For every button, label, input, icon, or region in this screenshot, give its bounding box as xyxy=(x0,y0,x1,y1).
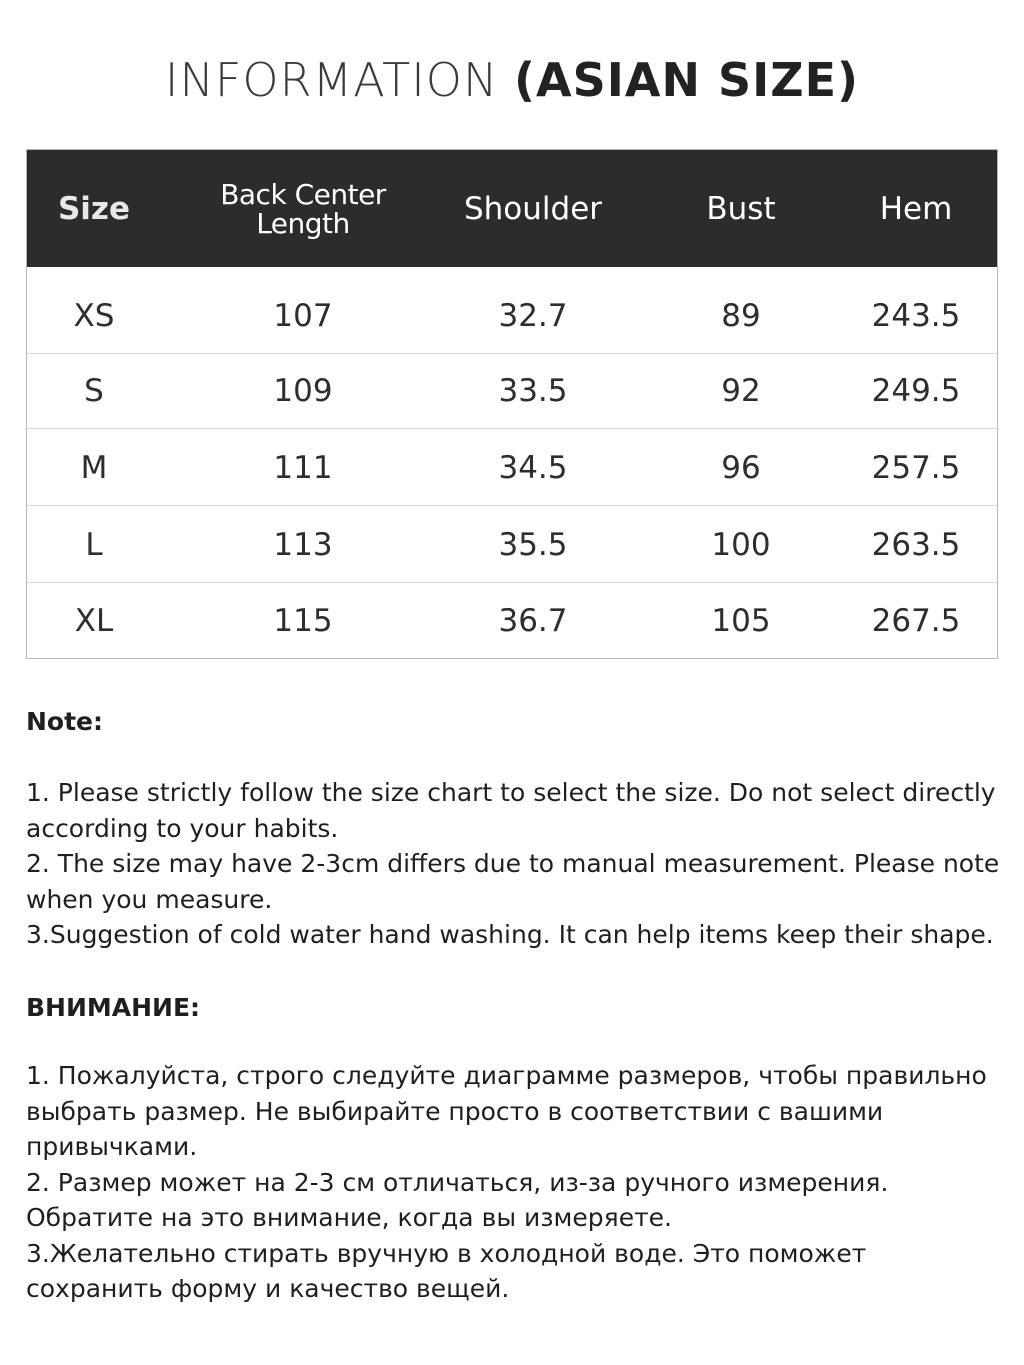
cell-size: XL xyxy=(74,602,114,639)
cell-back-center-length: 113 xyxy=(273,526,333,563)
cell-shoulder: 36.7 xyxy=(498,602,568,639)
cell-hem: 257.5 xyxy=(871,449,961,486)
cell-hem: 243.5 xyxy=(871,297,961,334)
note-list xyxy=(26,775,1001,953)
note-item: 3.Suggestion of cold water hand washing. It can help items keep their shape. xyxy=(26,920,994,949)
cell-shoulder: 34.5 xyxy=(498,449,568,486)
title-bold: (ASIAN SIZE) xyxy=(514,53,860,107)
cell-size: L xyxy=(85,526,103,563)
cell-shoulder: 33.5 xyxy=(498,372,568,409)
header-shoulder: Shoulder xyxy=(463,190,603,227)
note-heading-ru: ВНИМАНИЕ: xyxy=(26,993,201,1022)
header-size: Size xyxy=(57,190,131,227)
size-table xyxy=(26,149,998,659)
table-row xyxy=(27,583,997,658)
table-row xyxy=(27,278,997,354)
cell-back-center-length: 109 xyxy=(273,372,333,409)
cell-hem: 267.5 xyxy=(871,602,961,639)
header-back-center-line1: Back Center xyxy=(220,177,386,211)
cell-hem: 249.5 xyxy=(871,372,961,409)
note-item: 2. The size may have 2-3cm differs due to manual measurement. Please note when you measure. xyxy=(26,849,1000,914)
cell-size: S xyxy=(84,372,104,409)
header-back-center-line2: Length xyxy=(256,206,350,240)
cell-bust: 96 xyxy=(721,449,761,486)
table-row xyxy=(27,353,997,429)
table-header xyxy=(27,150,997,267)
cell-hem: 263.5 xyxy=(871,526,961,563)
note-item-ru: 3.Желательно стирать вручную в холодной воде. Это поможет сохранить форму и качество вещей. xyxy=(26,1238,867,1303)
cell-back-center-length: 107 xyxy=(273,297,333,334)
note-heading: Note: xyxy=(26,707,104,736)
cell-bust: 89 xyxy=(721,297,761,334)
cell-back-center-length: 111 xyxy=(273,449,333,486)
cell-bust: 92 xyxy=(721,372,761,409)
cell-shoulder: 35.5 xyxy=(498,526,568,563)
header-hem: Hem xyxy=(879,190,953,227)
cell-back-center-length: 115 xyxy=(273,602,333,639)
cell-size: XS xyxy=(73,297,115,334)
note-item-ru: 2. Размер может на 2-3 см отличаться, из-за ручного измерения. Обратите на это внимание, когда вы измеряете. xyxy=(26,1167,889,1232)
cell-size: M xyxy=(80,449,108,486)
cell-shoulder: 32.7 xyxy=(498,297,568,334)
table-row xyxy=(27,507,997,583)
note-item-ru: 1. Пожалуйста, строго следуйте диаграмме размеров, чтобы правильно выбрать размер. Не выбирайте просто в соответствии с вашими привычками. xyxy=(26,1061,987,1161)
title-light: INFORMATION xyxy=(164,53,499,107)
header-bust: Bust xyxy=(706,190,776,227)
note-list-ru xyxy=(26,1058,1001,1307)
page-title xyxy=(0,50,1024,110)
note-item: 1. Please strictly follow the size chart to select the size. Do not select directly according to your habits. xyxy=(26,778,996,843)
cell-bust: 105 xyxy=(711,602,771,639)
header-back-center-length xyxy=(203,150,403,267)
table-row xyxy=(27,430,997,506)
cell-bust: 100 xyxy=(711,526,771,563)
